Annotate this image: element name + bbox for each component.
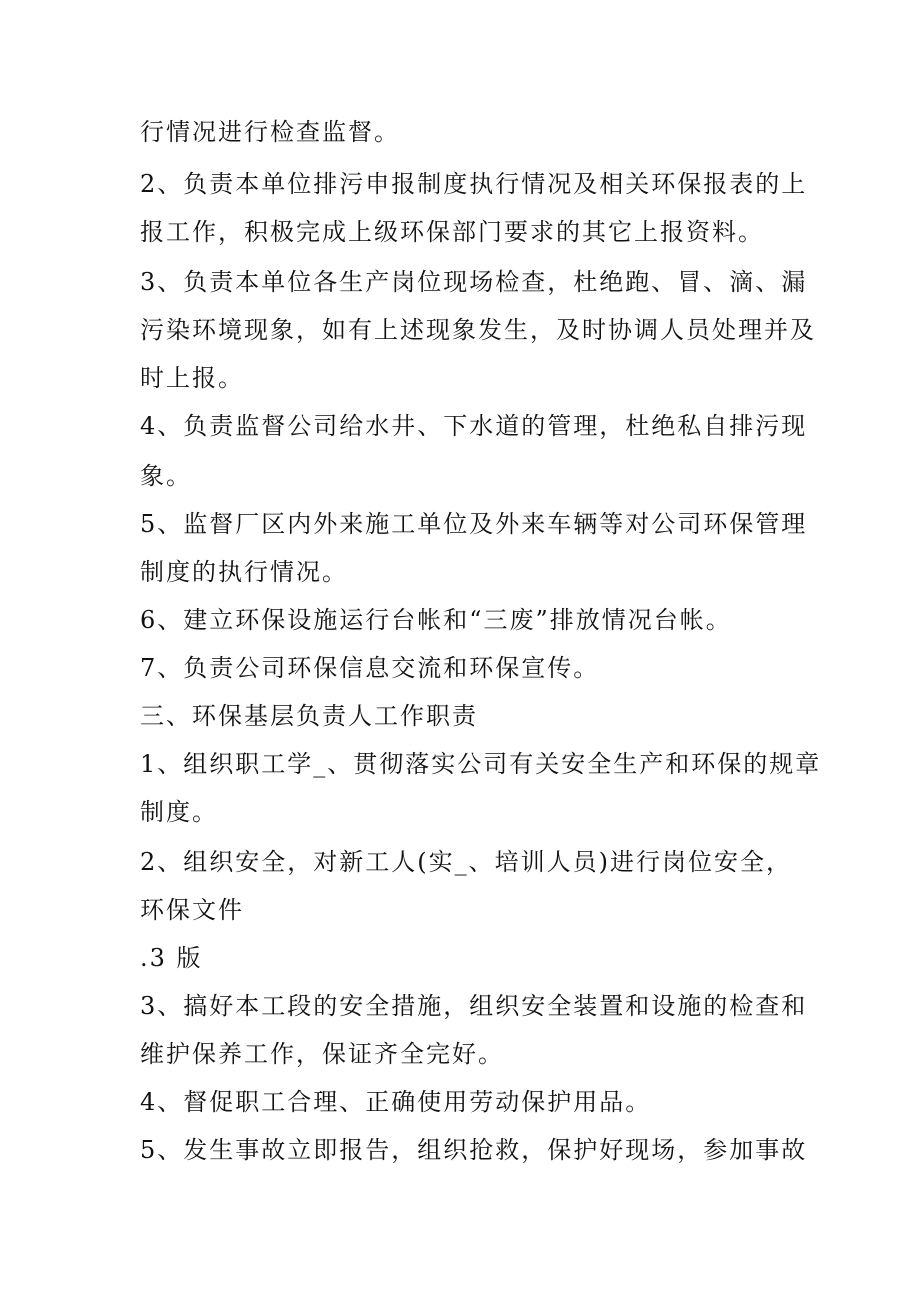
text-line: 5、监督厂区内外来施工单位及外来车辆等对公司环保管理: [140, 510, 808, 538]
text-line: 制度。: [140, 798, 218, 826]
text-line: 2、组织安全，对新工人(实_、培训人员)进行岗位安全，: [140, 848, 792, 876]
text-line: 行情况进行检查监督。: [140, 118, 400, 146]
text-line: 3、负责本单位各生产岗位现场检查，杜绝跑、冒、滴、漏: [140, 268, 808, 296]
text-line: 象。: [140, 462, 192, 490]
text-line: 4、负责监督公司给水井、下水道的管理，杜绝私自排污现: [140, 412, 808, 440]
text-line: .3 版: [140, 944, 203, 972]
text-line: 环保文件: [140, 896, 244, 924]
text-line: 1、组织职工学_、贯彻落实公司有关安全生产和环保的规章: [140, 750, 822, 778]
text-line: 3、搞好本工段的安全措施，组织安全装置和设施的检查和: [140, 992, 808, 1020]
text-line: 维护保养工作，保证齐全完好。: [140, 1040, 504, 1068]
text-line: 2、负责本单位排污申报制度执行情况及相关环保报表的上: [140, 170, 808, 198]
text-line: 污染环境现象，如有上述现象发生，及时协调人员处理并及: [140, 316, 816, 344]
text-line: 7、负责公司环保信息交流和环保宣传。: [140, 654, 600, 682]
text-line: 5、发生事故立即报告，组织抢救，保护好现场，参加事故: [140, 1136, 808, 1164]
text-line: 时上报。: [140, 364, 244, 392]
text-line: 报工作，积极完成上级环保部门要求的其它上报资料。: [140, 218, 764, 246]
text-line: 6、建立环保设施运行台帐和“三废”排放情况台帐。: [140, 606, 732, 634]
text-line: 4、督促职工合理、正确使用劳动保护用品。: [140, 1088, 652, 1116]
text-line: 制度的执行情况。: [140, 558, 348, 586]
section-heading: 三、环保基层负责人工作职责: [140, 702, 478, 730]
